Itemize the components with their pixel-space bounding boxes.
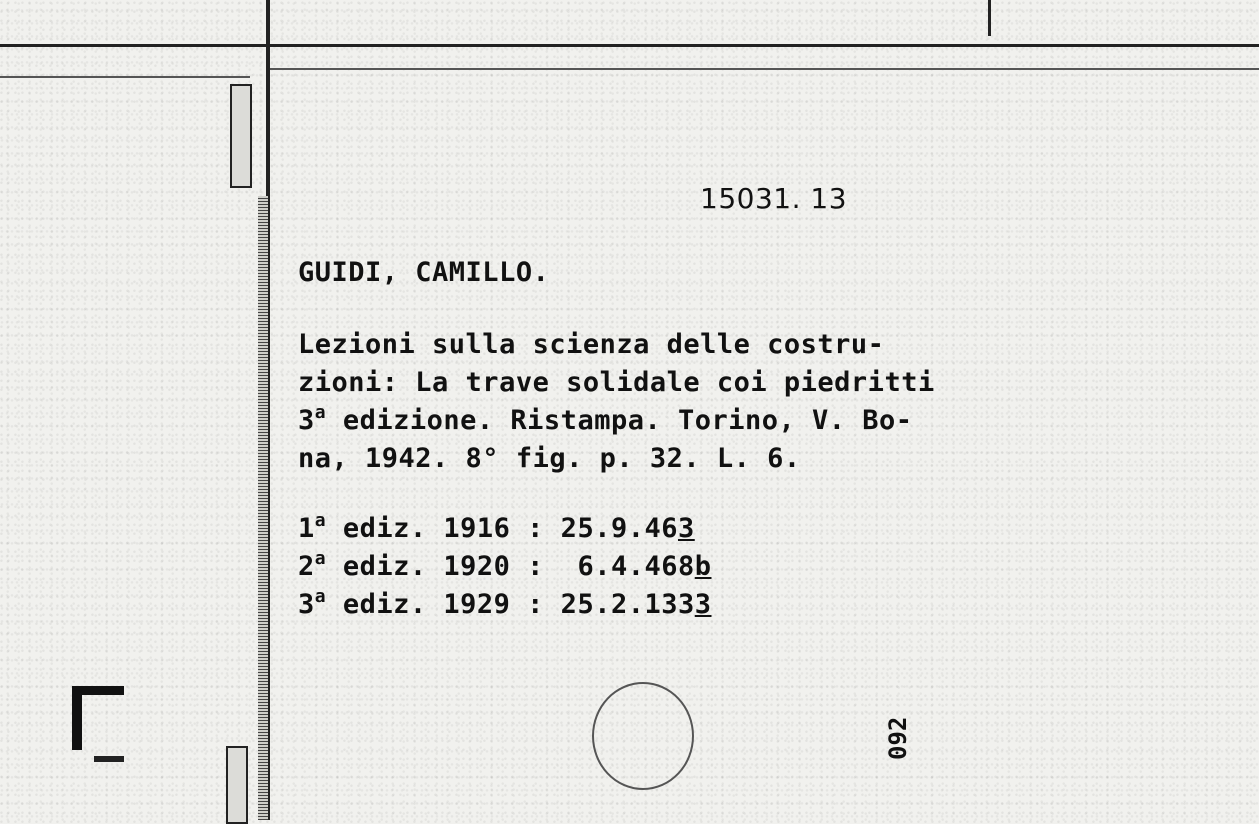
edition-entry-number: 2 bbox=[298, 551, 315, 582]
letter-f-stroke-stem bbox=[72, 688, 82, 750]
edition-superscript: a bbox=[314, 402, 327, 423]
call-number: 15031. 13 bbox=[700, 182, 848, 215]
publication-line: na, 1942. 8° fig. p. 32. L. 6. bbox=[298, 443, 801, 474]
binding-strip bbox=[258, 196, 268, 820]
edition-entry-mark: b bbox=[694, 551, 712, 582]
edition-entry-3 bbox=[298, 586, 712, 624]
edition-number: 3 bbox=[298, 405, 315, 436]
edition-entry-number: 1 bbox=[298, 513, 315, 544]
edition-entry-mark: 3 bbox=[677, 513, 695, 544]
edition-entry-text: ediz. 1929 : 25.2.133 bbox=[326, 589, 695, 620]
edition-entry-number: 3 bbox=[298, 589, 315, 620]
edition-entry-superscript: a bbox=[314, 586, 327, 607]
edition-entry-text: ediz. 1920 : 6.4.468 bbox=[326, 551, 695, 582]
edition-entry-text: ediz. 1916 : 25.9.46 bbox=[326, 513, 678, 544]
stamp-number: 092 bbox=[884, 716, 912, 760]
margin-letter-f bbox=[66, 682, 128, 770]
author-heading: GUIDI, CAMILLO. bbox=[298, 257, 550, 288]
edition-entry-1 bbox=[298, 510, 695, 548]
punch-hole bbox=[592, 682, 694, 790]
edition-entry-mark: 3 bbox=[694, 589, 712, 620]
title-line-1: Lezioni sulla scienza delle costru- bbox=[298, 329, 885, 360]
top-right-tick bbox=[988, 0, 991, 36]
top-border-line-2 bbox=[270, 68, 1259, 70]
edition-line bbox=[298, 402, 913, 440]
edition-entry-superscript: a bbox=[314, 510, 327, 531]
edition-entry-2 bbox=[298, 548, 712, 586]
lower-tab bbox=[226, 746, 248, 824]
edition-entry-superscript: a bbox=[314, 548, 327, 569]
title-line-2: zioni: La trave solidale coi piedritti bbox=[298, 367, 935, 398]
upper-tab bbox=[230, 84, 252, 188]
edition-text: edizione. Ristampa. Torino, V. Bo- bbox=[326, 405, 913, 436]
top-border-line-3 bbox=[0, 76, 250, 78]
letter-f-underline bbox=[94, 756, 124, 762]
top-border-line bbox=[0, 44, 1259, 47]
